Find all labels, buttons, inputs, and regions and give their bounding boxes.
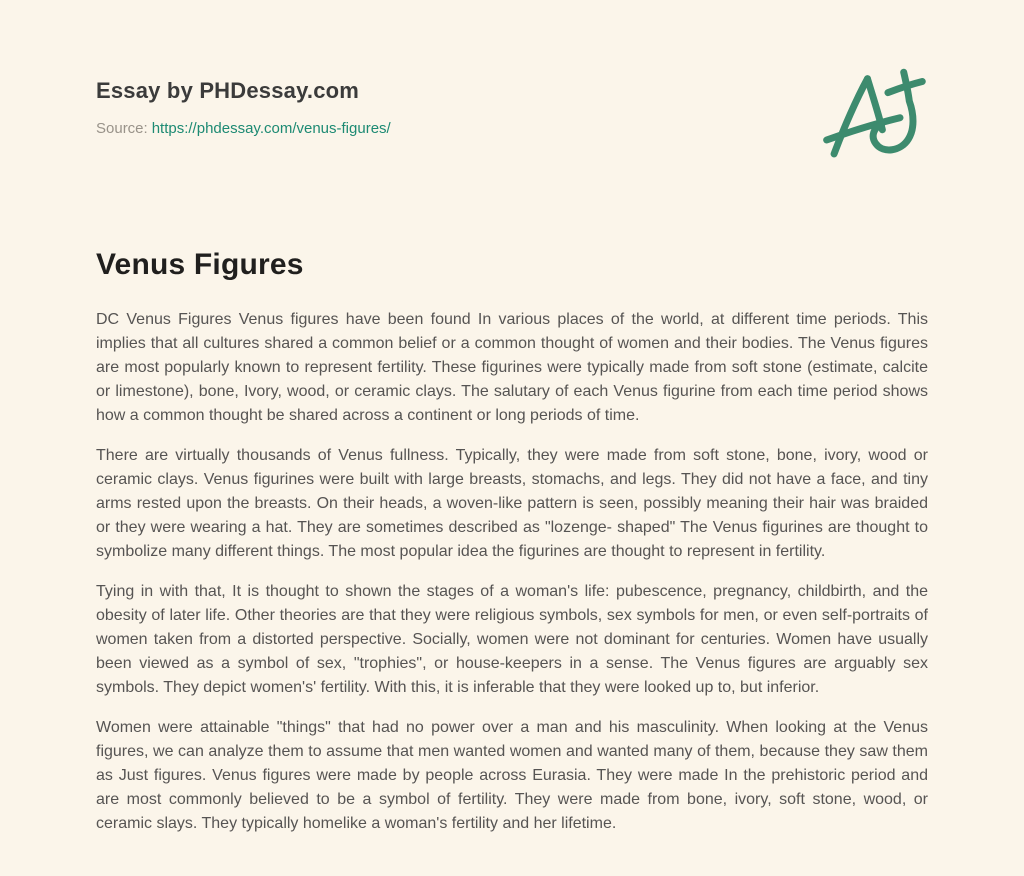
phdessay-logo (822, 66, 926, 162)
source-label: Source: (96, 120, 148, 137)
header-text-block (96, 64, 391, 137)
essay-paragraph: Women were attainable "things" that had no power over a man and his masculinity. When looking at the Venus figures, we can analyze them to assume that men wanted women and wanted many of them, because they saw them as Just figures. Venus figures were made by people across Eurasia. They were made In the prehistoric period and are most commonly believed to be a symbol of fertility. They were made from bone, ivory, soft stone, wood, or ceramic slays. They typically homelike a woman's fertility and her lifetime. (96, 719, 928, 832)
essay-paragraph: DC Venus Figures Venus figures have been found In various places of the world, at different time periods. This implies that all cultures shared a common belief or a common thought of women and their bodies. The Venus figures are most popularly known to represent fertility. These figurines were typically made from soft stone (estimate, calcite or limestone), bone, Ivory, wood, or ceramic clays. The salutary of each Venus figurine from each time period shows how a common thought be shared across a continent or long periods of time. (96, 311, 928, 424)
source-link[interactable]: https://phdessay.com/venus-figures/ (151, 120, 391, 137)
essay-body (96, 308, 928, 836)
header (96, 64, 928, 162)
a-plus-logo-icon (822, 66, 926, 162)
essay-by-title: Essay by PHDessay.com (96, 78, 360, 103)
source-line (96, 120, 391, 137)
essay-paragraph: There are virtually thousands of Venus fullness. Typically, they were made from soft stone, bone, ivory, wood or ceramic clays. Venus figurines were built with large breasts, stomachs, and legs. They did not have a face, and tiny arms rested upon the breasts. On their heads, a woven-like pattern is seen, possibly meaning their hair was braided or they were wearing a hat. They are sometimes described as "lozenge- shaped" The Venus figurines are thought to symbolize many different things. The most popular idea the figurines are thought to represent in fertility. (96, 447, 928, 560)
page-title: Venus Figures (96, 248, 304, 281)
essay-paragraph: Tying in with that, It is thought to shown the stages of a woman's life: pubescence, pregnancy, childbirth, and the obesity of later life. Other theories are that they were religious symbols, sex symbols for men, or even self-portraits of women taken from a distorted perspective. Socially, women were not dominant for centuries. Women have usually been viewed as a symbol of sex, "trophies", or house-keepers in a sense. The Venus figures are arguably sex symbols. They depict women's' fertility. With this, it is inferable that they were looked up to, but inferior. (96, 583, 928, 696)
